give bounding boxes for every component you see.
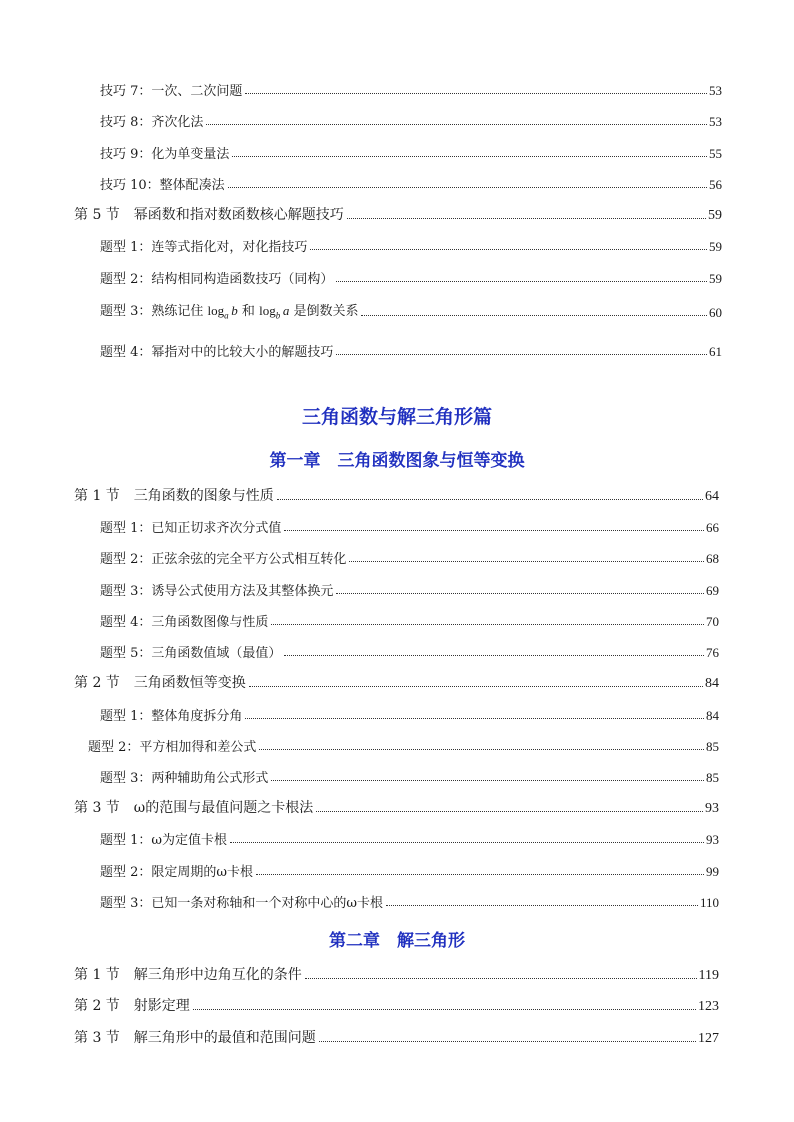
dot-leader xyxy=(277,498,703,500)
chapter-title: 第二章 解三角形 xyxy=(329,931,465,951)
label-text: 和 xyxy=(241,304,255,320)
toc-entry-page: 76 xyxy=(706,645,719,660)
toc-entry-page: 84 xyxy=(706,708,719,723)
log-expression xyxy=(259,303,290,321)
toc-entry-label: 题型 1：ω为定值卡根 xyxy=(100,829,228,848)
toc-entry-label: 题型 1：整体角度拆分角 xyxy=(100,705,243,724)
dot-leader xyxy=(305,977,697,979)
dot-leader xyxy=(336,280,707,282)
dot-leader xyxy=(228,186,707,188)
toc-entry-label: 题型 2：限定周期的ω卡根 xyxy=(100,861,254,880)
toc-entry[interactable] xyxy=(0,338,794,360)
dot-leader xyxy=(232,155,707,157)
toc-entry[interactable] xyxy=(0,702,794,724)
toc-entry-page: 99 xyxy=(706,864,719,879)
toc-entry[interactable] xyxy=(0,577,794,599)
log-argument: a xyxy=(282,303,290,319)
toc-entry-page: 110 xyxy=(699,895,719,910)
toc-entry-label: 题型 3：诱导公式使用方法及其整体换元 xyxy=(100,580,334,599)
dot-leader xyxy=(316,810,703,812)
toc-entry-label: 技巧 9：化为单变量法 xyxy=(100,143,230,162)
toc-entry-label: 题型 1：已知正切求齐次分式值 xyxy=(100,517,282,536)
dot-leader xyxy=(271,779,704,781)
toc-entry[interactable] xyxy=(0,764,794,786)
dot-leader xyxy=(206,123,707,125)
dot-leader xyxy=(349,560,704,562)
dot-leader xyxy=(249,685,703,687)
toc-entry[interactable] xyxy=(0,639,794,661)
toc-entry-label: 第 5 节 幂函数和指对数函数核心解题技巧 xyxy=(74,204,345,224)
toc-entry-label: 第 2 节 三角函数恒等变换 xyxy=(74,672,247,692)
toc-entry[interactable] xyxy=(0,171,794,193)
toc-entry[interactable] xyxy=(0,733,794,755)
dot-leader xyxy=(347,217,706,219)
toc-entry-label: 第 1 节 解三角形中边角互化的条件 xyxy=(74,964,303,984)
toc-entry-page: 64 xyxy=(705,489,719,504)
toc-entry[interactable] xyxy=(0,889,794,911)
toc-entry[interactable] xyxy=(0,77,794,99)
label-text: 题型 3：熟练记住 xyxy=(100,304,204,320)
dot-leader xyxy=(336,592,704,594)
toc-entry-page: 66 xyxy=(706,520,719,535)
log-expression xyxy=(207,303,238,321)
toc-entry-label: 题型 1：连等式指化对，对化指技巧 xyxy=(100,236,308,255)
toc-entry-label: 题型 3：两种辅助角公式形式 xyxy=(100,767,269,786)
toc-entry-label: 题型 5：三角函数值域（最值） xyxy=(100,642,282,661)
dot-leader xyxy=(245,717,704,719)
part-title: 三角函数与解三角形篇 xyxy=(301,406,492,428)
toc-entry-page: 84 xyxy=(705,676,719,691)
chapter-title: 第一章 三角函数图象与恒等变换 xyxy=(269,451,525,471)
toc-entry-page: 85 xyxy=(706,770,719,785)
toc-entry-page: 56 xyxy=(709,177,722,192)
toc-entry-page: 55 xyxy=(709,146,722,161)
dot-leader xyxy=(245,92,707,94)
toc-entry-label: 题型 4：三角函数图像与性质 xyxy=(100,611,269,630)
toc-entry-page: 119 xyxy=(698,968,719,983)
toc-section-entry[interactable] xyxy=(0,993,794,1015)
toc-entry-label: 第 3 节 解三角形中的最值和范围问题 xyxy=(74,1027,317,1047)
label-text: 是倒数关系 xyxy=(293,304,359,320)
toc-section-entry[interactable] xyxy=(0,962,794,984)
toc-entry-label: 题型 2：平方相加得和差公式 xyxy=(88,736,257,755)
log-symbol: log xyxy=(259,303,276,319)
toc-entry[interactable] xyxy=(0,826,794,848)
toc-entry[interactable] xyxy=(0,299,794,321)
dot-leader xyxy=(284,654,704,656)
log-base: b xyxy=(275,311,281,321)
dot-leader xyxy=(230,841,704,843)
toc-entry-page: 68 xyxy=(706,551,719,566)
toc-entry[interactable] xyxy=(0,233,794,255)
toc-entry-label: 技巧 7：一次、二次问题 xyxy=(100,80,243,99)
dot-leader xyxy=(310,248,707,250)
toc-entry-page: 60 xyxy=(709,305,722,320)
dot-leader xyxy=(256,873,704,875)
toc-entry-page: 93 xyxy=(706,832,719,847)
dot-leader xyxy=(386,904,698,906)
toc-entry-page: 69 xyxy=(706,583,719,598)
toc-entry-label xyxy=(100,300,359,321)
toc-entry-page: 85 xyxy=(706,739,719,754)
log-base: a xyxy=(224,311,229,321)
dot-leader xyxy=(336,353,707,355)
toc-section-entry[interactable] xyxy=(0,202,794,224)
toc-entry-page: 53 xyxy=(709,83,722,98)
toc-entry-label: 题型 4：幂指对中的比较大小的解题技巧 xyxy=(100,341,334,360)
toc-section-entry[interactable] xyxy=(0,670,794,692)
dot-leader xyxy=(193,1008,696,1010)
toc-entry-label: 题型 2：结构相同构造函数技巧（同构） xyxy=(100,268,334,287)
toc-entry-label: 技巧 10：整体配凑法 xyxy=(100,174,226,193)
toc-entry-page: 59 xyxy=(709,271,722,286)
toc-entry-page: 93 xyxy=(705,801,719,816)
dot-leader xyxy=(284,529,704,531)
toc-entry[interactable] xyxy=(0,514,794,536)
toc-entry-page: 53 xyxy=(709,114,722,129)
toc-entry[interactable] xyxy=(0,858,794,880)
log-argument: b xyxy=(231,303,238,319)
toc-entry[interactable] xyxy=(0,140,794,162)
toc-entry-page: 59 xyxy=(709,239,722,254)
toc-entry[interactable] xyxy=(0,608,794,630)
toc-section-entry[interactable] xyxy=(0,795,794,817)
toc-section-entry[interactable] xyxy=(0,483,794,505)
dot-leader xyxy=(361,314,707,316)
toc-entry-label: 第 2 节 射影定理 xyxy=(74,995,191,1015)
toc-entry-label: 第 3 节 ω的范围与最值问题之卡根法 xyxy=(74,797,314,817)
toc-entry[interactable] xyxy=(0,545,794,567)
log-symbol: log xyxy=(207,303,225,319)
toc-entry-page: 59 xyxy=(708,208,722,223)
dot-leader xyxy=(271,623,704,625)
toc-entry-label: 第 1 节 三角函数的图象与性质 xyxy=(74,485,275,505)
toc-entry[interactable] xyxy=(0,108,794,130)
toc-section-entry[interactable] xyxy=(0,1025,794,1047)
toc-entry-label: 题型 2：正弦余弦的完全平方公式相互转化 xyxy=(100,548,347,567)
toc-entry-page: 61 xyxy=(709,344,722,359)
toc-entry-label: 技巧 8：齐次化法 xyxy=(100,111,204,130)
toc-entry-page: 70 xyxy=(706,614,719,629)
dot-leader xyxy=(319,1040,696,1042)
toc-entry-page: 123 xyxy=(698,999,719,1014)
dot-leader xyxy=(259,748,704,750)
toc-entry[interactable] xyxy=(0,265,794,287)
toc-entry-page: 127 xyxy=(698,1031,719,1046)
toc-entry-label: 题型 3：已知一条对称轴和一个对称中心的ω卡根 xyxy=(100,892,384,911)
